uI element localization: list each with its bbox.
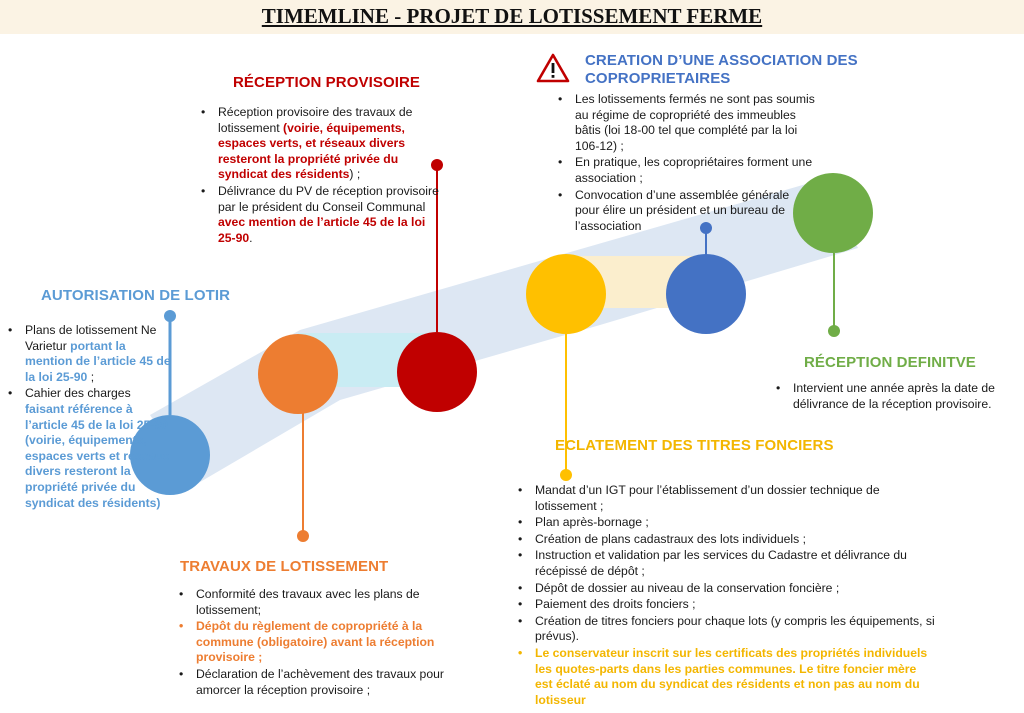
list-item: • Instruction et validation par les services du Cadastre et délivrance du récépissé de dépôt ;: [535, 548, 935, 579]
list-item: • Réception provisoire des travaux de lotissement (voirie, équipements, espaces verts, et réseaux divers resteront la propriété privée du syndicat des résidents) ;: [218, 105, 446, 183]
dot-orange: [297, 530, 309, 542]
list-item: • Paiement des droits fonciers ;: [535, 597, 935, 613]
list-reception-provisoire: [200, 105, 446, 247]
dot-green: [828, 325, 840, 337]
list-eclatement: [517, 483, 935, 709]
heading-autorisation: AUTORISATION DE LOTIR: [41, 287, 231, 304]
list-item: • Plan après-bornage ;: [535, 515, 935, 531]
dot-yellow: [560, 469, 572, 481]
list-reception-definitive: [775, 381, 1024, 413]
milestone-yellow-circle: [526, 254, 606, 334]
heading-association: [585, 52, 858, 88]
heading-eclatement: ECLATEMENT DES TITRES FONCIERS: [555, 437, 834, 454]
list-item: • Conformité des travaux avec les plans de lotissement;: [196, 587, 446, 618]
list-item: • Intervient une année après la date de délivrance de la réception provisoire.: [793, 381, 1024, 412]
list-association: [557, 92, 815, 235]
list-item: • Dépôt de dossier au niveau de la conservation foncière ;: [535, 581, 935, 597]
list-item: • Déclaration de l’achèvement des travaux pour amorcer la réception provisoire ;: [196, 667, 446, 698]
list-item: • Mandat d’un IGT pour l’établissement d’un dossier technique de lotissement ;: [535, 483, 935, 514]
dot-blue: [164, 310, 176, 322]
list-item: • Création de plans cadastraux des lots individuels ;: [535, 532, 935, 548]
list-item: • Création de titres fonciers pour chaque lots (y compris les équipements, si prévus).: [535, 614, 935, 645]
list-travaux: [178, 587, 446, 699]
heading-association-line2: COPROPRIETAIRES: [585, 70, 731, 87]
milestone-darkblue-circle: [666, 254, 746, 334]
list-item: • Délivrance du PV de réception provisoire par le président du Conseil Communal avec mention de l’article 45 de la loi 25-90.: [218, 184, 446, 246]
milestone-orange-circle: [258, 334, 338, 414]
milestone-red-circle: [397, 332, 477, 412]
list-item-highlight: • Dépôt du règlement de copropriété à la commune (obligatoire) avant la réception provisoire ;: [196, 619, 446, 666]
heading-travaux: TRAVAUX DE LOTISSEMENT: [180, 558, 389, 575]
heading-association-line1: CREATION D’UNE ASSOCIATION DES: [585, 52, 858, 69]
heading-reception-provisoire: RÉCEPTION PROVISOIRE: [233, 74, 421, 91]
list-item: • En pratique, les copropriétaires forment une association ;: [575, 155, 815, 186]
warning-triangle-icon: [536, 53, 570, 83]
list-item: • Les lotissements fermés ne sont pas soumis au régime de copropriété des immeubles bâtis (loi 18-00 tel que complété par la loi 106-12) ;: [575, 92, 815, 154]
list-item-highlight: • Le conservateur inscrit sur les certificats des propriétés individuels les quotes-parts dans les parties communes. Le titre foncier mère est éclaté au nom du syndicat des résidents et non pas au nom du lotisseur: [535, 646, 935, 708]
list-autorisation: [7, 323, 173, 512]
list-item: • Convocation d’une assemblée générale pour élire un président et un bureau de l’association: [575, 188, 815, 235]
heading-reception-definitive: RÉCEPTION DEFINITVE: [804, 354, 976, 371]
list-item: • Cahier des charges faisant référence à l’article 45 de la loi 25-90 (voirie, équipements, espaces verts et réseaux divers resteront la propriété privée du syndicat des résidents): [25, 386, 173, 511]
page-title: TIMEMLINE - PROJET DE LOTISSEMENT FERME: [261, 4, 763, 28]
list-item: • Plans de lotissement Ne Varietur portant la mention de l’article 45 de la loi 25-90 ;: [25, 323, 173, 385]
